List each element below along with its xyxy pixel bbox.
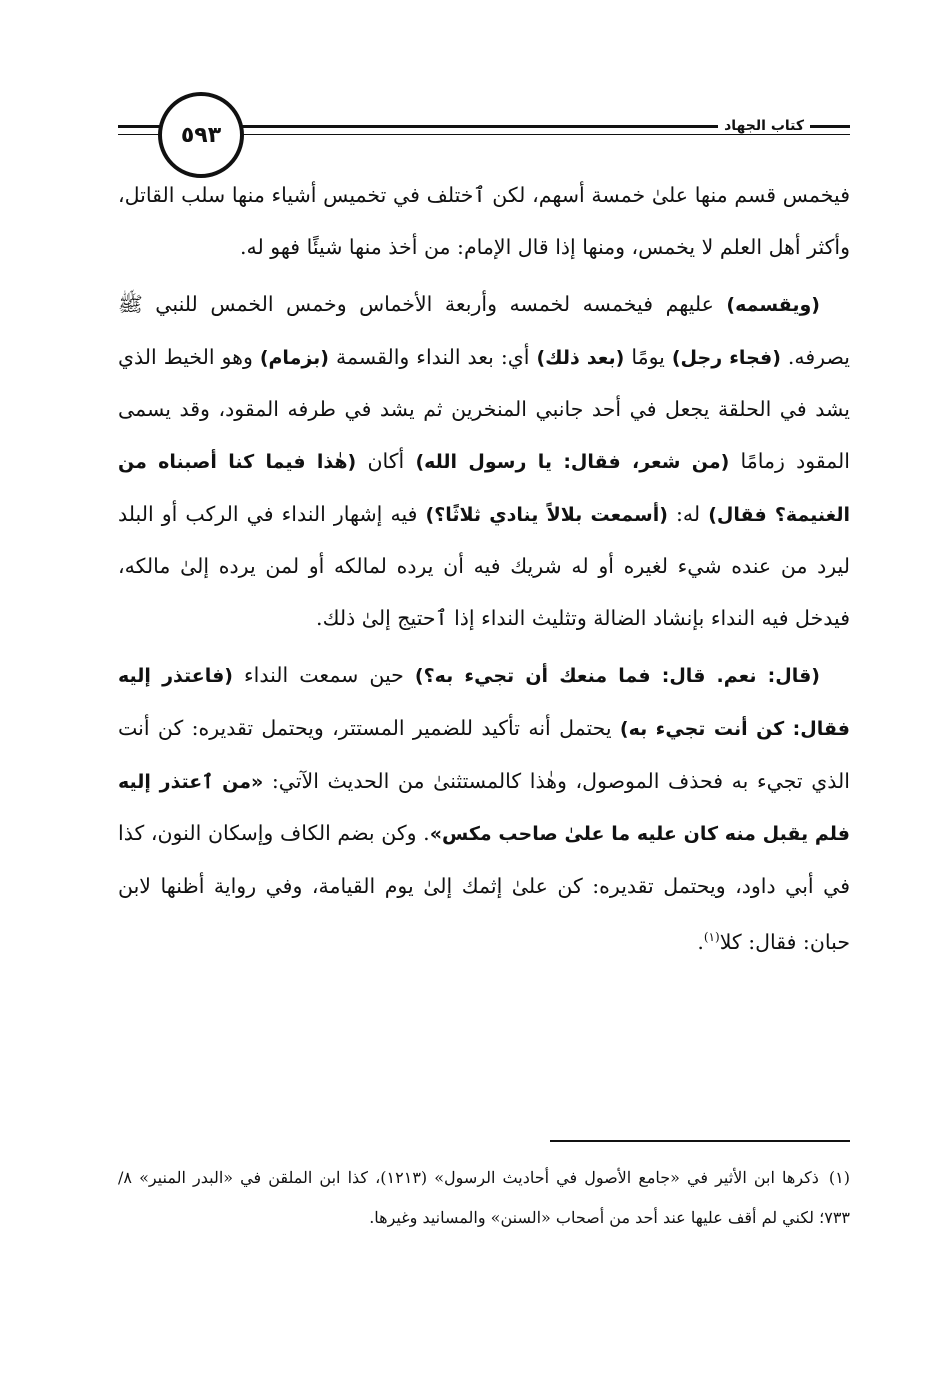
footnote-separator [550,1140,850,1142]
quoted-hadith-text: (هٰذا فيما كنا أصبناه من الغنيمة؟ فقال) [118,450,850,526]
page-number-badge [158,92,244,178]
footnotes [118,1158,850,1238]
commentary-text: . وكن بضم الكاف وإسكان النون، كذا في أبي داود، ويحتمل تقديره: كن علىٰ إثمك إلىٰ يوم القيامة، وفي رواية أظنها لابن حبان: فقال: كلا [118,821,850,955]
commentary-text: . [697,930,704,955]
quoted-hadith-text: (فجاء رجل) [671,346,781,369]
paragraph [118,650,850,968]
running-title: كتاب الجهاد [718,118,810,134]
quoted-hadith-text: (من شعر، فقال: يا رسول الله) [415,450,730,473]
commentary-text: أي: بعد النداء والقسمة [328,344,537,369]
commentary-text: فيه إشهار النداء في الركب أو البلد ليرد من عنده شيء لغيره أو له شريك فيه أن يرده لمالكه أو لمن يرده إلىٰ مالكه، فيدخل فيه النداء بإنشاد الضالة وتثليث النداء إذا ٱحتيج إلىٰ ذلك. [118,501,850,630]
footnote-number: (١) [828,1168,851,1187]
commentary-text: حين سمعت النداء [232,663,415,688]
quoted-hadith-text: (قال: نعم. قال: فما منعك أن تجيء به؟) [414,665,820,688]
main-text [118,170,850,969]
commentary-text: أكان [356,448,416,473]
commentary-text: وهو الخيط الذي يشد في الحلقة يجعل في أحد جانبي المنخرين ثم يشد في طرفه المقود، وقد يسمى المقود زمامًا [118,344,850,473]
quoted-hadith-text: (بعد ذلك) [536,346,625,369]
commentary-text: يومًا [624,344,672,369]
commentary-text: له: [667,501,709,526]
paragraph [118,170,850,273]
quoted-hadith-text: «من ٱعتذر إليه فلم يقبل منه كان عليه ما علىٰ صاحب مكس» [118,770,850,846]
footnote [118,1158,850,1238]
paragraph [118,279,850,644]
page-number: ٥٩٣ [180,122,222,148]
quoted-hadith-text: (بزمام) [259,346,329,369]
quoted-hadith-text: (ويقسمه) [726,294,820,317]
commentary-text: عليهم فيخمسه لخمسه وأربعة الأخماس وخمس الخمس للنبي ﷺ يصرفه. [118,292,850,369]
footnote-text: ذكرها ابن الأثير في «جامع الأصول في أحاديث الرسول» (١٢١٣)، كذا ابن الملقن في «البدر المنير» ٨/ ٧٣٣؛ لكني لم أقف عليها عند أحد من أصحاب «السنن» والمسانيد وغيرها. [118,1168,850,1227]
quoted-hadith-text: (فاعتذر إليه فقال: كن أنت تجيء به) [118,665,850,740]
quoted-hadith-text: (أسمعت بلالاً ينادي ثلاثًا؟) [425,503,668,526]
footnote-reference: (١) [703,930,720,945]
commentary-text: فيخمس قسم منها علىٰ خمسة أسهم، لكن ٱختلف في تخميس أشياء منها سلب القاتل، وأكثر أهل العلم لا يخمس، ومنها إذا قال الإمام: من أخذ منها شيئًا فهو له. [118,183,850,259]
commentary-text: يحتمل أنه تأكيد للضمير المستتر، ويحتمل تقديره: كن أنت الذي تجيء به فحذف الموصول، وهٰذا كالمستثنىٰ من الحديث الآتي: [118,715,850,793]
